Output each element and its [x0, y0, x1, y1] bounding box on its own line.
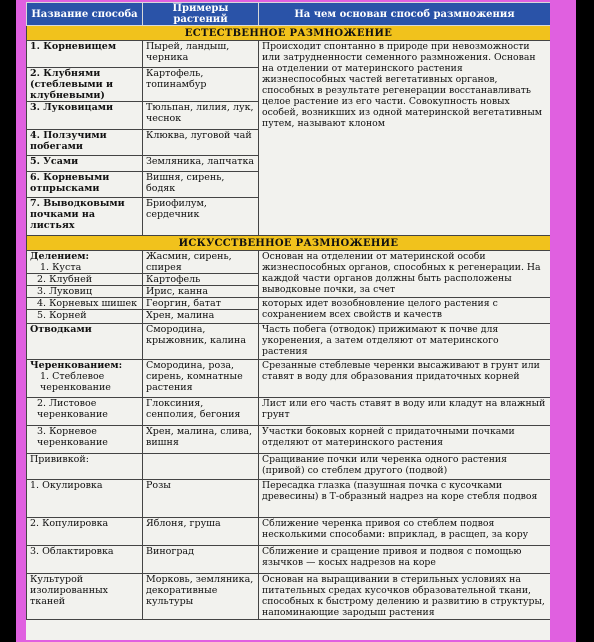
- section-natural: [27, 26, 551, 41]
- method-name: 6. Корневыми отпрысками: [27, 172, 143, 198]
- section-title-natural: ЕСТЕСТВЕННОЕ РАЗМНОЖЕНИЕ: [27, 26, 551, 41]
- grafting-basis: Пересадка глазка (пазушная почка с кусочками древесины) в Т-образный надрез на коре стебля подвоя: [259, 480, 551, 518]
- grafting-item: 1. Окулировка: [27, 480, 143, 518]
- plant-examples: Георгин, батат: [143, 298, 259, 310]
- grafting-basis: Сближение черенка привоя со стеблем подвоя несколькими способами: вприклад, в расщеп, за кору: [259, 518, 551, 546]
- plant-examples: Клюква, луговой чай: [143, 130, 259, 156]
- plant-examples: Картофель, топинамбур: [143, 68, 259, 102]
- natural-basis: Происходит спонтанно в природе при невозможности или затрудненности семенного размножения. Основан на отделении от материнского растения жизнеспособных частей вегетативных органов, способных в результате регенерации восстанавливать целое растение из его части. Совокупность новых особей, возникших из одной материнской вегетативным путем, называют клоном: [259, 41, 551, 236]
- tissue-basis: Основан на выращивании в стерильных условиях на питательных средах кусочков образовательной ткани, способных к быстрому делению и развитию в структуры, напоминающие зародыш растения: [259, 574, 551, 620]
- cuttings-basis: Лист или его часть ставят в воду или кладут на влажный грунт: [259, 398, 551, 426]
- plant-examples: Жасмин, сирень, спирея: [143, 251, 259, 274]
- method-name: Отводками: [27, 324, 143, 360]
- division-group: [27, 251, 143, 274]
- division-item: 4. Корневых шишек: [27, 298, 143, 310]
- plant-examples: Тюльпан, лилия, лук, чеснок: [143, 102, 259, 130]
- plant-examples: Ирис, канна: [143, 286, 259, 298]
- plant-examples: Картофель: [143, 274, 259, 286]
- header-method: Название способа: [27, 3, 143, 26]
- division-item: 5. Корней: [27, 310, 143, 324]
- table-row: [27, 574, 551, 620]
- division-item: 1. Куста: [40, 262, 82, 273]
- table-row: [27, 454, 551, 480]
- cuttings-basis: Срезанные стеблевые черенки высаживают в грунт или ставят в воду для образования придаточных корней: [259, 360, 551, 398]
- reproduction-table-sheet: [26, 2, 550, 640]
- plant-examples: Вишня, сирень, бодяк: [143, 172, 259, 198]
- vegetative-reproduction-table: [26, 2, 550, 620]
- layering-basis: Часть побега (отводок) прижимают к почве для укоренения, а затем отделяют от материнского растения: [259, 324, 551, 360]
- plant-examples: Хрен, малина, слива, вишня: [143, 426, 259, 454]
- plant-examples: Розы: [143, 480, 259, 518]
- method-name: 1. Корневищем: [27, 41, 143, 68]
- plant-examples: Морковь, земляника, декоративные культуры: [143, 574, 259, 620]
- plant-examples: Бриофилум, сердечник: [143, 198, 259, 236]
- header-examples: Примеры растений: [143, 3, 259, 26]
- division-basis-top: Основан на отделении от материнской особи жизнеспособных органов, способных к регенерации. На каждой части органов должны быть расположены выводковые почки, за счет: [259, 251, 551, 298]
- division-item: 3. Луковиц: [27, 286, 143, 298]
- table-row: [27, 480, 551, 518]
- table-row: [27, 426, 551, 454]
- section-artificial: [27, 236, 551, 251]
- division-title: Делением:: [30, 251, 90, 262]
- table-row: [27, 298, 551, 310]
- plant-examples: Глоксиния, сенполия, бегония: [143, 398, 259, 426]
- grafting-title: Прививкой:: [27, 454, 143, 480]
- section-title-artificial: ИСКУССТВЕННОЕ РАЗМНОЖЕНИЕ: [27, 236, 551, 251]
- grafting-basis: Сращивание почки или черенка одного растения (привой) со стеблем другого (подвой): [259, 454, 551, 480]
- method-name: 7. Выводковыми почками на листьях: [27, 198, 143, 236]
- plant-examples: Смородина, крыжовник, калина: [143, 324, 259, 360]
- grafting-item: 3. Облактировка: [27, 546, 143, 574]
- plant-examples: Земляника, лапчатка: [143, 156, 259, 172]
- plant-examples: Пырей, ландыш, черника: [143, 41, 259, 68]
- method-name: 5. Усами: [27, 156, 143, 172]
- method-name: 2. Клубнями (стеблевыми и клубневыми): [27, 68, 143, 102]
- grafting-item: 2. Копулировка: [27, 518, 143, 546]
- table-row: [27, 546, 551, 574]
- header-basis: На чем основан способ размножения: [259, 3, 551, 26]
- table-row: [27, 324, 551, 360]
- plant-examples: Смородина, роза, сирень, комнатные растения: [143, 360, 259, 398]
- plant-examples: Хрен, малина: [143, 310, 259, 324]
- division-basis-bottom: которых идет возобновление целого растения с сохранением всех свойств и качеств: [259, 298, 551, 324]
- cuttings-item: 2. Листовое черенкование: [27, 398, 143, 426]
- plant-examples: Яблоня, груша: [143, 518, 259, 546]
- method-name: Культурой изолированных тканей: [27, 574, 143, 620]
- method-name: 3. Луковицами: [27, 102, 143, 130]
- cuttings-title: Черенкованием:: [30, 360, 123, 371]
- cuttings-group: [27, 360, 143, 398]
- table-row: [27, 518, 551, 546]
- cuttings-item: 3. Корневое черенкование: [27, 426, 143, 454]
- plant-examples: Виноград: [143, 546, 259, 574]
- plant-examples-empty: [143, 454, 259, 480]
- header-row: [27, 3, 551, 26]
- method-name: 4. Ползучими побегами: [27, 130, 143, 156]
- table-row: [27, 398, 551, 426]
- table-row: [27, 41, 551, 68]
- table-row: [27, 251, 551, 274]
- division-item: 2. Клубней: [27, 274, 143, 286]
- cuttings-basis: Участки боковых корней с придаточными почками отделяют от материнского растения: [259, 426, 551, 454]
- table-row: [27, 360, 551, 398]
- grafting-basis: Сближение и сращение привоя и подвоя с помощью язычков — косых надрезов на коре: [259, 546, 551, 574]
- cuttings-item: 1. Стеблевое черенкование: [40, 371, 111, 393]
